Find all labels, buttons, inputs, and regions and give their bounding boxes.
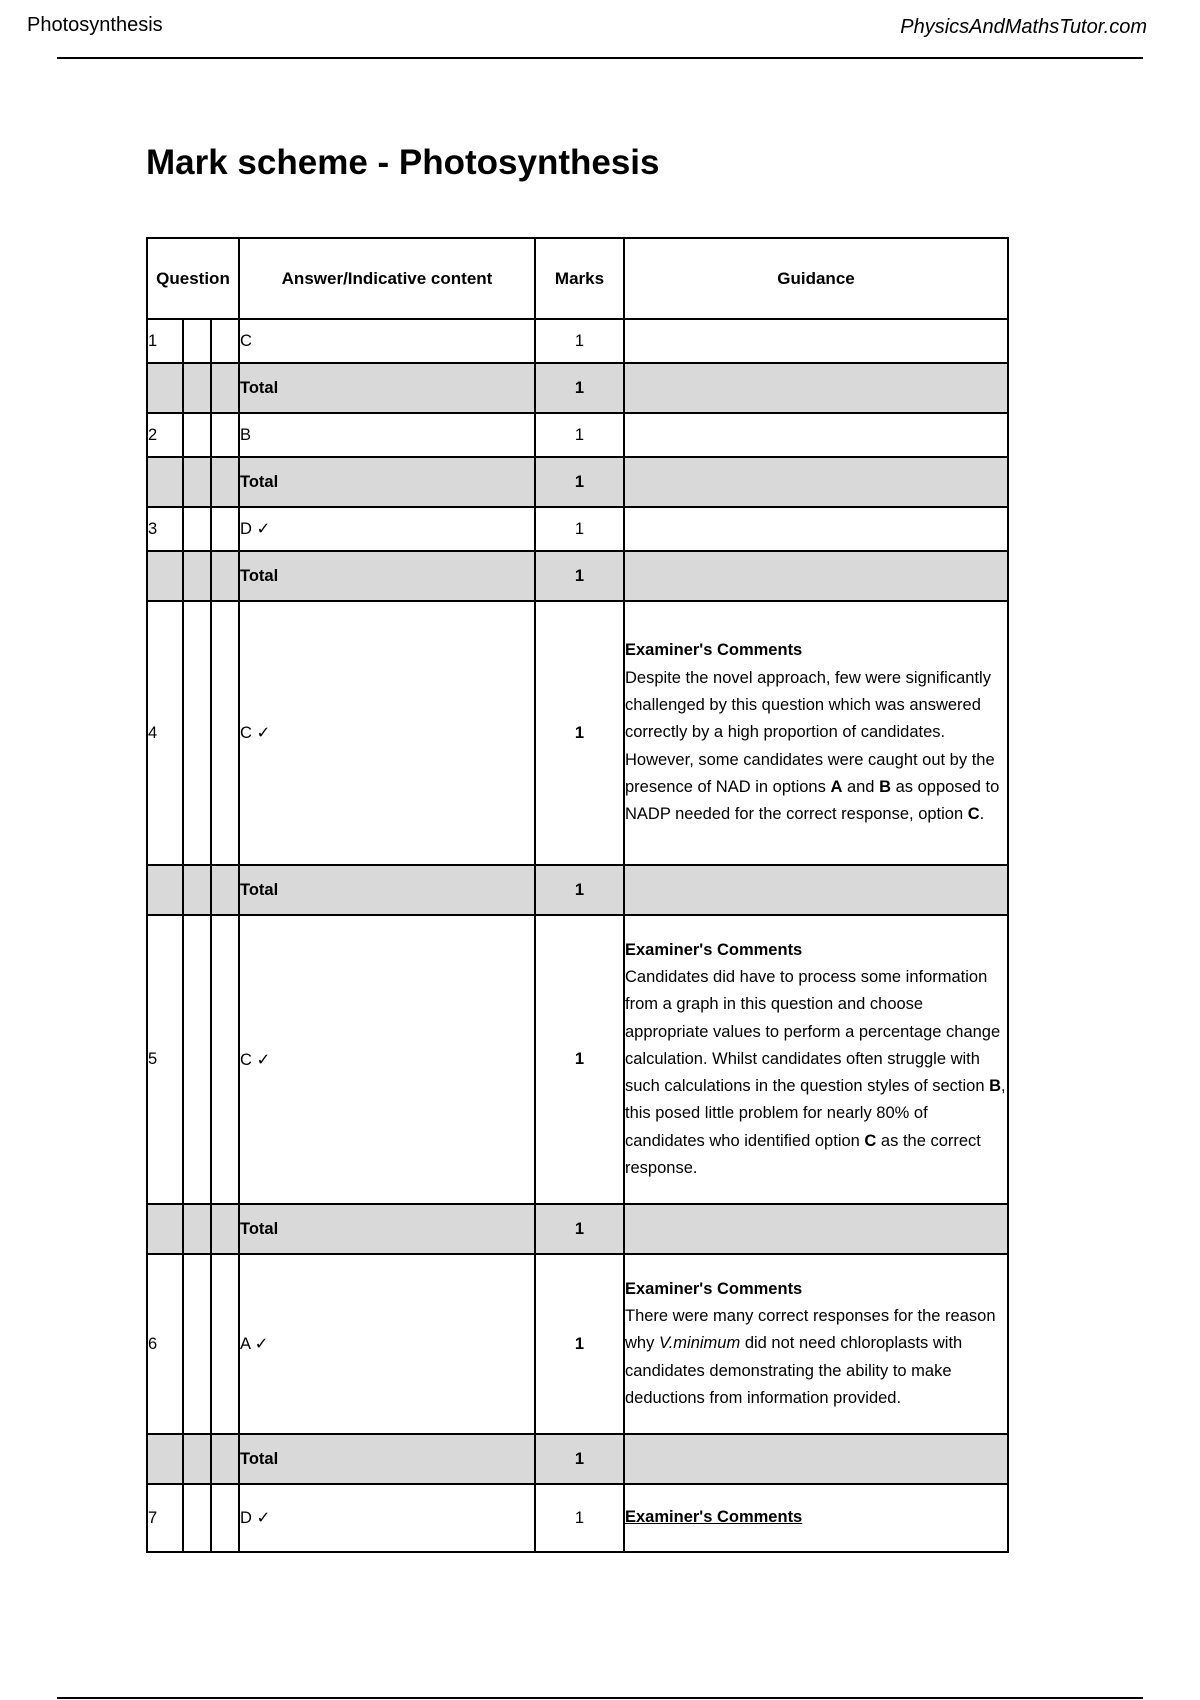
comment-text: . xyxy=(979,805,985,824)
total-marks: 1 xyxy=(535,363,624,413)
total-label: Total xyxy=(239,865,535,915)
question-number: 3 xyxy=(147,507,183,551)
comment-species: V.minimum xyxy=(658,1334,741,1353)
table-row xyxy=(147,1254,1008,1434)
comment-text: Candidates did have to process some information from a graph in this question and choose appropriate values to perform a percentage change calculation. Whilst candidates often struggle with such calculations in the question styles of section xyxy=(625,967,1001,1096)
total-row xyxy=(147,865,1008,915)
header-question: Question xyxy=(147,238,239,319)
guidance-cell xyxy=(624,1254,1008,1434)
answer-cell: D ✓ xyxy=(239,507,535,551)
examiner-comments-heading: Examiner's Comments xyxy=(625,1508,803,1527)
marks-cell: 1 xyxy=(535,601,624,865)
comment-section: B xyxy=(989,1077,1002,1096)
total-marks: 1 xyxy=(535,865,624,915)
comment-option: A xyxy=(830,777,843,796)
table-row xyxy=(147,319,1008,363)
table-row xyxy=(147,507,1008,551)
comment-text: Despite the novel approach, few were significantly challenged by this question which was answered correctly by a high proportion of candidates. However, some candidates were caught out by the presence of NAD in options xyxy=(625,668,995,796)
total-label: Total xyxy=(239,551,535,601)
header-marks: Marks xyxy=(535,238,624,319)
table-row xyxy=(147,601,1008,865)
question-number: 5 xyxy=(147,915,183,1204)
comment-text: as opposed to NADP needed for the correct response, option xyxy=(625,777,1000,824)
total-label: Total xyxy=(239,363,535,413)
comment-text: and xyxy=(842,777,880,796)
table-header-row xyxy=(147,238,1008,319)
marks-cell: 1 xyxy=(535,915,624,1204)
question-number: 6 xyxy=(147,1254,183,1434)
table-row xyxy=(147,1484,1008,1552)
examiner-comments-heading: Examiner's Comments xyxy=(625,940,803,959)
marks-cell: 1 xyxy=(535,507,624,551)
total-row xyxy=(147,1434,1008,1484)
answer-cell: C ✓ xyxy=(239,601,535,865)
comment-text: as the correct response. xyxy=(625,1131,981,1178)
header-topic: Photosynthesis xyxy=(27,14,163,36)
total-label: Total xyxy=(239,1434,535,1484)
header-site: PhysicsAndMathsTutor.com xyxy=(900,16,1147,38)
total-label: Total xyxy=(239,457,535,507)
total-row xyxy=(147,1204,1008,1254)
total-label: Total xyxy=(239,1204,535,1254)
answer-cell: A ✓ xyxy=(239,1254,535,1434)
guidance-cell xyxy=(624,915,1008,1204)
guidance-cell xyxy=(624,413,1008,457)
total-row xyxy=(147,551,1008,601)
question-number: 4 xyxy=(147,601,183,865)
guidance-cell xyxy=(624,507,1008,551)
total-row xyxy=(147,363,1008,413)
answer-cell: C xyxy=(239,319,535,363)
header-guidance: Guidance xyxy=(624,238,1008,319)
table-row xyxy=(147,915,1008,1204)
page-title: Mark scheme - Photosynthesis xyxy=(146,143,660,182)
comment-option: B xyxy=(879,777,891,796)
guidance-cell xyxy=(624,601,1008,865)
question-number: 7 xyxy=(147,1484,183,1552)
comment-option: C xyxy=(967,805,980,824)
guidance-cell xyxy=(624,1484,1008,1552)
header-answer: Answer/Indicative content xyxy=(239,238,535,319)
total-row xyxy=(147,457,1008,507)
marks-cell: 1 xyxy=(535,319,624,363)
comment-text: did not need chloroplasts with candidates demonstrating the ability to make deductions from information provided. xyxy=(625,1334,963,1407)
comment-option: C xyxy=(864,1131,877,1150)
total-marks: 1 xyxy=(535,551,624,601)
total-marks: 1 xyxy=(535,457,624,507)
answer-cell: B xyxy=(239,413,535,457)
marks-cell: 1 xyxy=(535,1484,624,1552)
guidance-cell xyxy=(624,319,1008,363)
comment-text: , this posed little problem for nearly 80% of candidates who identified option xyxy=(625,1077,1006,1150)
footer-rule xyxy=(57,1697,1143,1699)
table-row xyxy=(147,413,1008,457)
question-number: 2 xyxy=(147,413,183,457)
comment-text: There were many correct responses for the reason why xyxy=(625,1307,996,1353)
marks-cell: 1 xyxy=(535,1254,624,1434)
examiner-comments-heading: Examiner's Comments xyxy=(625,1279,803,1298)
question-number: 1 xyxy=(147,319,183,363)
total-marks: 1 xyxy=(535,1204,624,1254)
answer-cell: C ✓ xyxy=(239,915,535,1204)
marks-cell: 1 xyxy=(535,413,624,457)
mark-scheme-table xyxy=(146,237,1009,1553)
total-marks: 1 xyxy=(535,1434,624,1484)
header-rule xyxy=(57,57,1143,59)
examiner-comments-heading: Examiner's Comments xyxy=(625,641,803,660)
answer-cell: D ✓ xyxy=(239,1484,535,1552)
